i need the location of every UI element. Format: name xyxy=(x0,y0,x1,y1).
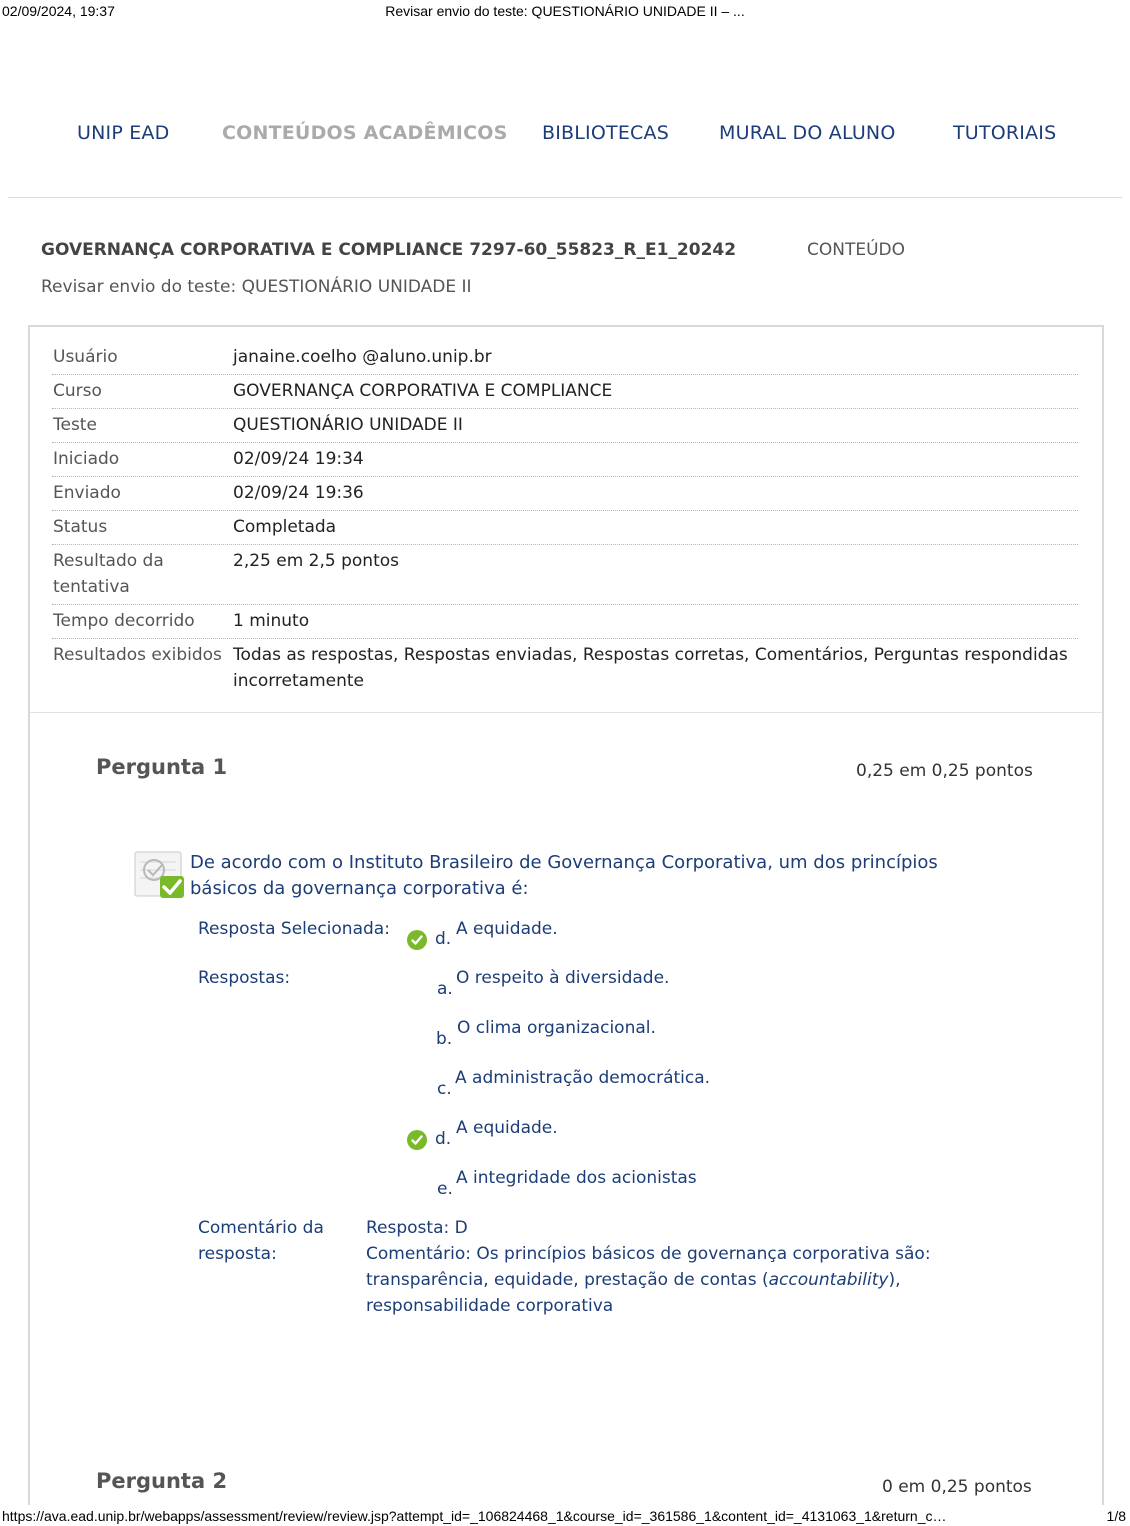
print-datetime: 02/09/2024, 19:37 xyxy=(2,3,115,19)
answers-label: Respostas: xyxy=(198,968,291,988)
content-link[interactable]: CONTEÚDO xyxy=(807,240,906,260)
frame-top-border xyxy=(28,325,1104,327)
option-letter: b. xyxy=(436,1029,453,1049)
course-title: GOVERNANÇA CORPORATIVA E COMPLIANCE 7297-60_55823_R_E1_20242 xyxy=(41,240,737,260)
selected-answer-letter: d. xyxy=(435,929,452,949)
question-2-score: 0 em 0,25 pontos xyxy=(882,1477,1032,1497)
page-breadcrumb: Revisar envio do teste: QUESTIONÁRIO UNIDADE II xyxy=(41,277,472,297)
option-text: A integridade dos acionistas xyxy=(456,1168,697,1188)
nav-tutoriais[interactable]: TUTORIAIS xyxy=(953,122,1057,144)
summary-row-user xyxy=(52,341,1078,375)
summary-row-test xyxy=(52,409,1078,443)
top-navigation xyxy=(0,122,1130,152)
summary-label: Resultados exibidos xyxy=(53,645,222,665)
summary-label: Enviado xyxy=(53,483,121,503)
summary-divider xyxy=(30,712,1102,713)
summary-value: Todas as respostas, Respostas enviadas, Respostas corretas, Comentários, Perguntas respondidas incorretamente xyxy=(233,645,1068,691)
summary-label: Status xyxy=(53,517,108,537)
print-page-number: 1/8 xyxy=(1106,1508,1126,1524)
summary-row-shown-results xyxy=(52,639,1078,698)
summary-value: 02/09/24 19:34 xyxy=(233,449,364,469)
summary-label: Usuário xyxy=(53,347,118,367)
nav-unip-ead[interactable]: UNIP EAD xyxy=(77,122,170,144)
option-letter: d. xyxy=(435,1129,452,1149)
summary-row-result xyxy=(52,545,1078,605)
selected-answer-label: Resposta Selecionada: xyxy=(198,919,390,939)
summary-value: 1 minuto xyxy=(233,611,310,631)
nav-conteudos-academicos[interactable]: CONTEÚDOS ACADÊMICOS xyxy=(222,122,508,144)
frame-left-border xyxy=(28,325,30,1505)
comment-text xyxy=(366,1215,1006,1319)
question-2-title: Pergunta 2 xyxy=(96,1469,228,1493)
option-letter: c. xyxy=(437,1079,452,1099)
summary-row-time xyxy=(52,605,1078,639)
option-letter: a. xyxy=(437,979,453,999)
check-icon xyxy=(407,930,427,950)
comment-body: Comentário: Os princípios básicos de governança corporativa são: transparência, equidade, prestação de contas (accountability), responsabilidade corporativa xyxy=(366,1244,931,1316)
comment-label: Comentário da resposta: xyxy=(198,1218,324,1264)
check-icon xyxy=(407,1130,427,1150)
print-footer xyxy=(0,1508,1130,1526)
summary-value: 2,25 em 2,5 pontos xyxy=(233,551,400,571)
comment-answer: Resposta: D xyxy=(366,1218,468,1238)
attempt-summary-table xyxy=(52,341,1078,698)
option-letter: e. xyxy=(437,1179,453,1199)
summary-value: QUESTIONÁRIO UNIDADE II xyxy=(233,415,463,435)
summary-label: Curso xyxy=(53,381,102,401)
option-text: A equidade. xyxy=(456,1118,558,1138)
summary-label: Iniciado xyxy=(53,449,120,469)
print-url: https://ava.ead.unip.br/webapps/assessment/review/review.jsp?attempt_id=_106824468_1&course_id=_361586_1&content_id=_4131063_1&return_c… xyxy=(2,1508,947,1524)
option-text: O clima organizacional. xyxy=(457,1018,656,1038)
summary-label: Tempo decorrido xyxy=(53,611,195,631)
summary-value: janaine.coelho @aluno.unip.br xyxy=(233,347,492,367)
summary-row-started xyxy=(52,443,1078,477)
question-1-score: 0,25 em 0,25 pontos xyxy=(856,761,1033,781)
summary-value: Completada xyxy=(233,517,337,537)
summary-value: GOVERNANÇA CORPORATIVA E COMPLIANCE xyxy=(233,381,613,401)
option-text: A administração democrática. xyxy=(455,1068,711,1088)
print-header xyxy=(0,3,1130,21)
nav-bibliotecas[interactable]: BIBLIOTECAS xyxy=(542,122,669,144)
summary-row-course xyxy=(52,375,1078,409)
summary-label: Resultado da tentativa xyxy=(53,551,164,597)
selected-answer-text: A equidade. xyxy=(456,919,558,939)
summary-row-status xyxy=(52,511,1078,545)
correct-answer-icon xyxy=(134,850,186,900)
nav-mural-do-aluno[interactable]: MURAL DO ALUNO xyxy=(719,122,896,144)
summary-value: 02/09/24 19:36 xyxy=(233,483,364,503)
summary-row-sent xyxy=(52,477,1078,511)
question-1-text: De acordo com o Instituto Brasileiro de Governança Corporativa, um dos princípios básicos da governança corporativa é: xyxy=(190,852,938,899)
nav-divider xyxy=(8,197,1122,198)
print-page-title: Revisar envio do teste: QUESTIONÁRIO UNIDADE II – ... xyxy=(385,3,745,19)
frame-right-border xyxy=(1102,325,1104,1505)
question-1-title: Pergunta 1 xyxy=(96,755,228,779)
summary-label: Teste xyxy=(53,415,97,435)
option-text: O respeito à diversidade. xyxy=(456,968,670,988)
